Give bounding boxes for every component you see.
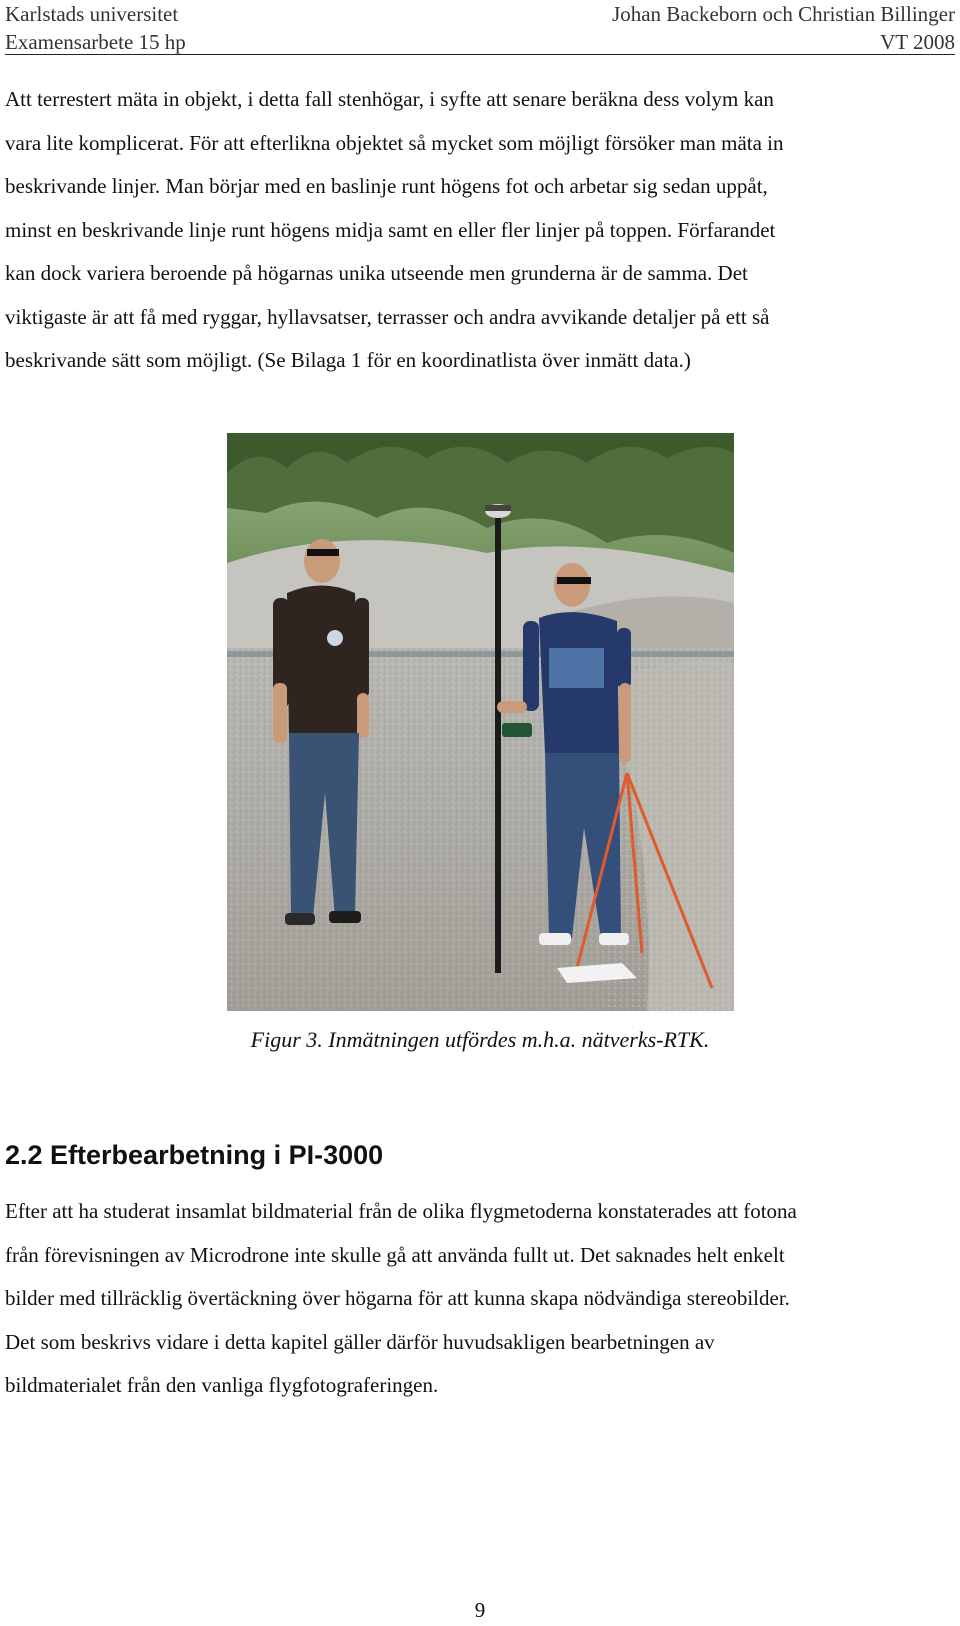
text-line: bildmaterialet från den vanliga flygfotograferingen. — [5, 1373, 439, 1397]
text-line: viktigaste är att få med ryggar, hyllavsatser, terrasser och andra avvikande detaljer på ett så — [5, 304, 770, 329]
text-line: kan dock variera beroende på högarnas unika utseende men grunderna är de samma. Det — [5, 261, 748, 285]
text-line: beskrivande sätt som möjligt. (Se Bilaga 1 för en koordinatlista över inmätt data.) — [5, 348, 691, 372]
text-line: beskrivande linjer. Man börjar med en baslinje runt högens fot och arbetar sig sedan uppåt, — [5, 174, 768, 198]
text-line: Det som beskrivs vidare i detta kapitel gäller därför huvudsakligen bearbetningen av — [5, 1329, 715, 1354]
survey-photo — [227, 433, 734, 1011]
page-header — [5, 0, 955, 55]
text-line: vara lite komplicerat. För att efterlikna objektet så mycket som möjligt försöker man mäta in — [5, 130, 784, 155]
text-line: minst en beskrivande linje runt högens midja samt en eller fler linjer på toppen. Förfarandet — [5, 217, 776, 242]
body-paragraph-1 — [5, 78, 955, 383]
header-authors: Johan Backeborn och Christian Billinger — [612, 2, 955, 26]
page-number: 9 — [474, 1598, 486, 1622]
header-term: VT 2008 — [880, 30, 955, 54]
body-paragraph-2 — [5, 1190, 955, 1408]
header-row-top — [5, 0, 955, 28]
text-line: Att terrestert mäta in objekt, i detta fall stenhögar, i syfte att senare beräkna dess volym kan — [5, 87, 774, 111]
text-line: bilder med tillräcklig övertäckning över högarna för att kunna skapa nödvändiga stereobilder. — [5, 1286, 790, 1310]
header-row-bottom — [5, 28, 955, 56]
text-line: från förevisningen av Microdrone inte skulle gå att använda fullt ut. Det saknades helt enkelt — [5, 1242, 785, 1267]
header-university: Karlstads universitet — [5, 2, 179, 26]
section-heading: 2.2 Efterbearbetning i PI-3000 — [5, 1140, 384, 1170]
text-line: Efter att ha studerat insamlat bildmaterial från de olika flygmetoderna konstaterades att fotona — [5, 1199, 797, 1223]
figure-caption: Figur 3. Inmätningen utfördes m.h.a. nätverks-RTK. — [250, 1027, 710, 1052]
header-course: Examensarbete 15 hp — [5, 30, 186, 54]
